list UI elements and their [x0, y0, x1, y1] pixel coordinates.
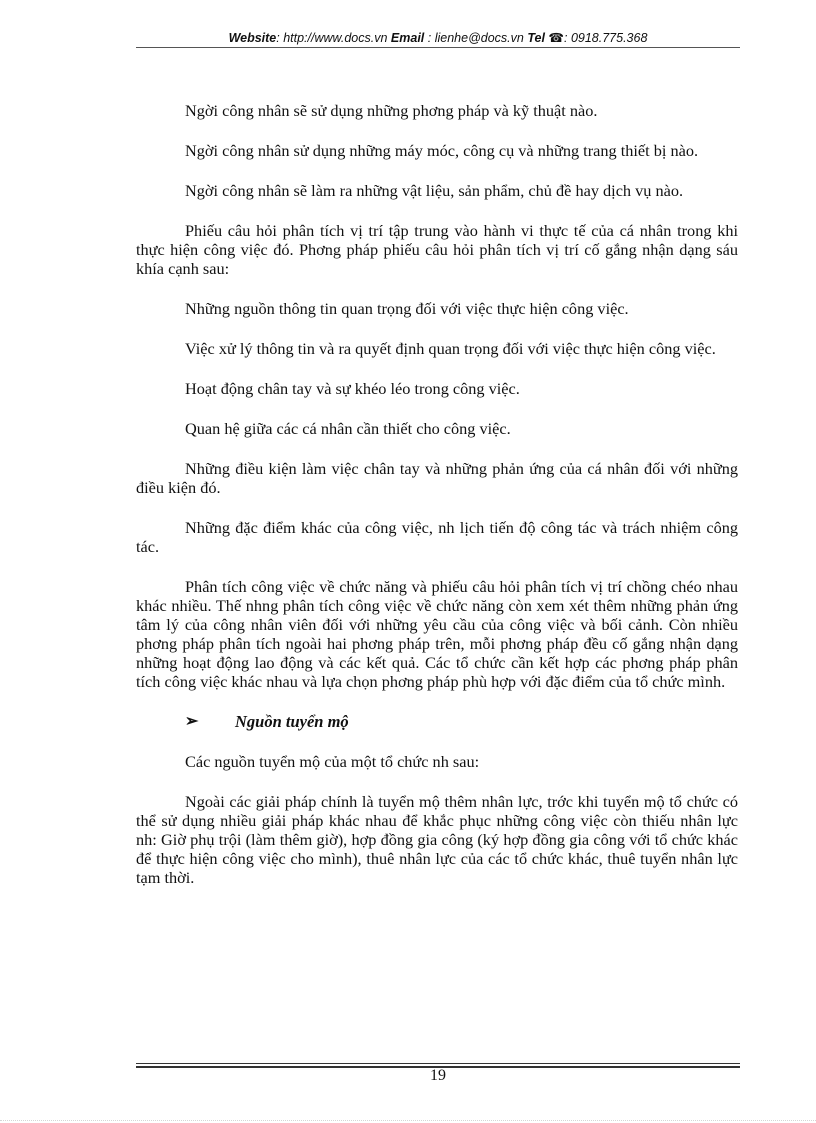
paragraph: Việc xử lý thông tin và ra quyết định quan trọng đối với việc thực hiện công việc.: [185, 339, 716, 358]
website-value: : http://www.docs.vn: [276, 31, 388, 45]
paragraph: Các nguồn tuyển mộ của một tổ chức nh sau:: [185, 752, 480, 771]
tel-label: Tel: [527, 31, 545, 45]
section-heading-text: Nguồn tuyển mộ: [235, 712, 349, 731]
phone-icon: ☎: [548, 31, 564, 45]
tel-value: : 0918.775.368: [564, 31, 648, 45]
paragraph: Ngời công nhân sẽ làm ra những vật liệu, sản phẩm, chủ đề hay dịch vụ nào.: [185, 181, 684, 200]
page-edge: [0, 1120, 816, 1121]
email-label: Email: [390, 31, 425, 45]
arrow-bullet-icon: ➢: [185, 713, 199, 730]
paragraph: Những điều kiện làm việc chân tay và những phản ứng của cá nhân đối với những điều kiện đó.: [136, 459, 738, 497]
paragraph: Ngoài các giải pháp chính là tuyển mộ thêm nhân lực, trớc khi tuyển mộ tổ chức có thể sử dụng nhiều giải pháp khác nhau để khắc phục những công việc còn thiếu nhân lực nh: Giờ phụ trội (làm thêm giờ), hợp đồng gia công (ký hợp đồng gia công với tổ chức khác để thực hiện công việc cho mình), thuê nhân lực của các tổ chức khác, thuê tuyển nhân lực tạm thời.: [136, 792, 738, 887]
paragraph: Ngời công nhân sẽ sử dụng những phơng pháp và kỹ thuật nào.: [185, 101, 598, 120]
page-body: [136, 101, 738, 908]
paragraph: Hoạt động chân tay và sự khéo léo trong công việc.: [185, 379, 520, 398]
paragraph: Ngời công nhân sử dụng những máy móc, công cụ và những trang thiết bị nào.: [185, 141, 699, 160]
page-number: 19: [430, 1067, 446, 1084]
paragraph: Phân tích công việc về chức năng và phiếu câu hỏi phân tích vị trí chồng chéo nhau khác nhiều. Thế nhng phân tích công việc về chức năng còn xem xét thêm những phản ứng tâm lý của công nhân viên đối với những yêu cầu của công việc và bối cảnh. Còn nhiều phơng pháp phân tích ngoài hai phơng pháp trên, mỗi phơng pháp đều cố gắng nhận dạng những hoạt động lao động và các kết quả. Các tổ chức cần kết hợp các phơng pháp phân tích công việc khác nhau và lựa chọn phơng pháp phù hợp với đặc điểm của tổ chức mình.: [136, 577, 738, 691]
paragraph: Quan hệ giữa các cá nhân cần thiết cho công việc.: [185, 419, 511, 438]
page-header: [136, 30, 740, 45]
website-label: Website: [228, 31, 277, 45]
paragraph: Những nguồn thông tin quan trọng đối với việc thực hiện công việc.: [185, 299, 629, 318]
paragraph: Phiếu câu hỏi phân tích vị trí tập trung vào hành vi thực tế của cá nhân trong khi thực hiện công việc đó. Phơng pháp phiếu câu hỏi phân tích vị trí cố gắng nhận dạng sáu khía cạnh sau:: [136, 221, 738, 278]
email-value: : lienhe@docs.vn: [427, 31, 524, 45]
paragraph: Những đặc điểm khác của công việc, nh lịch tiến độ công tác và trách nhiệm công tác.: [136, 518, 738, 556]
footer-divider: [136, 1063, 740, 1064]
section-heading: [136, 712, 738, 731]
header-divider: [136, 47, 740, 48]
